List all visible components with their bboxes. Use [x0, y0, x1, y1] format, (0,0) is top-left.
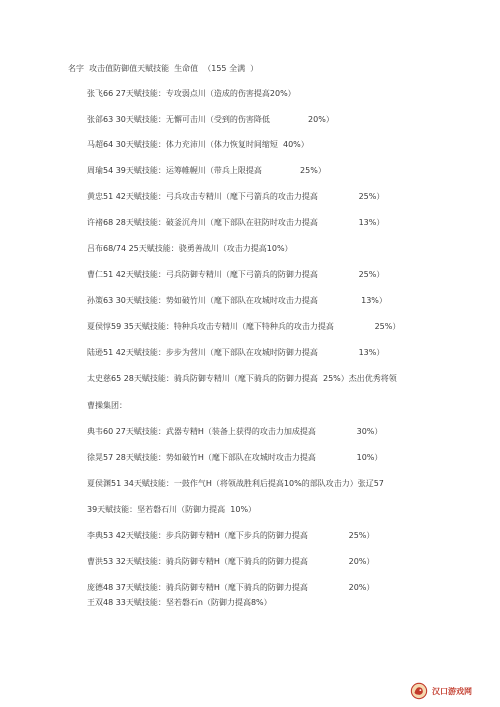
general-entry: 典韦60 27天赋技能：武器专精H（装备上获得的攻击力加成提高 30%） [87, 427, 383, 436]
general-entry: 孙策63 30天赋技能：势如破竹川（麾下部队在攻城时攻击力提高 13%） [87, 296, 387, 305]
general-entry: 夏侯惇59 35天赋技能：特种兵攻击专精川（麾下特种兵的攻击力提高 25%） [87, 322, 401, 331]
site-watermark [406, 679, 494, 703]
general-entry: 39天赋技能：坚若磐石川（防御力提高 10%） [87, 505, 257, 514]
general-entry: 吕布68/74 25天赋技能：骁勇善战川（攻击力提高10%） [87, 244, 293, 253]
general-entry: 许褚68 28天赋技能：破釜沉舟川（麾下部队在驻防时攻击力提高 13%） [87, 218, 385, 227]
general-entry: 曹仁51 42天赋技能：弓兵防御专精川（麾下弓箭兵的防御力提高 25%） [87, 270, 385, 279]
general-entry: 马超64 30天赋技能：体力充沛川（体力恢复时间缩短 40%） [87, 140, 309, 149]
general-entry: 李典53 42天赋技能：步兵防御专精H（麾下步兵的防御力提高 25%） [87, 531, 375, 540]
general-entry: 陆逊51 42天赋技能：步步为营川（麾下部队在攻城时防御力提高 13%） [87, 348, 385, 357]
general-entry: 王双48 33天赋技能：坚若磐石n（防御力提高8%） [87, 598, 272, 607]
general-entry: 张郃63 30天赋技能：无懈可击川（受到的伤害降低 20%） [87, 115, 334, 124]
column-header: 名字 攻击值防御值天赋技能 生命值 （155 全满 ） [68, 64, 259, 73]
general-entry: 曹洪53 32天赋技能：骑兵防御专精H（麾下骑兵的防御力提高 20%） [87, 557, 375, 566]
general-entry: 太史慈65 28天赋技能：骑兵防御专精川（麾下骑兵的防御力提高 25%）杰出优秀将领 [87, 374, 397, 383]
general-entry: 黄忠51 42天赋技能：弓兵攻击专精川（麾下弓箭兵的攻击力提高 25%） [87, 192, 385, 201]
lion-logo-icon [410, 682, 428, 700]
section-heading: 曹操集团： [87, 401, 127, 410]
general-entry: 庞德48 37天赋技能：骑兵防御专精H（麾下骑兵的防御力提高 20%） [87, 583, 375, 592]
general-entry: 夏侯渊51 34天赋技能：一鼓作气H（将领战胜利后提高10%的部队攻击力）张辽57 [87, 479, 384, 488]
general-entry: 张飞66 27天赋技能：专攻弱点川（造成的伤害提高20%） [87, 89, 296, 98]
general-entry: 周瑜54 39天赋技能：运筹帷幄川（带兵上限提高 25%） [87, 166, 326, 175]
watermark-text: 汉口游戏网 [432, 686, 472, 696]
general-entry: 徐晃57 28天赋技能：势如破竹H（麾下部队在攻城时攻击力提高 10%） [87, 453, 383, 462]
